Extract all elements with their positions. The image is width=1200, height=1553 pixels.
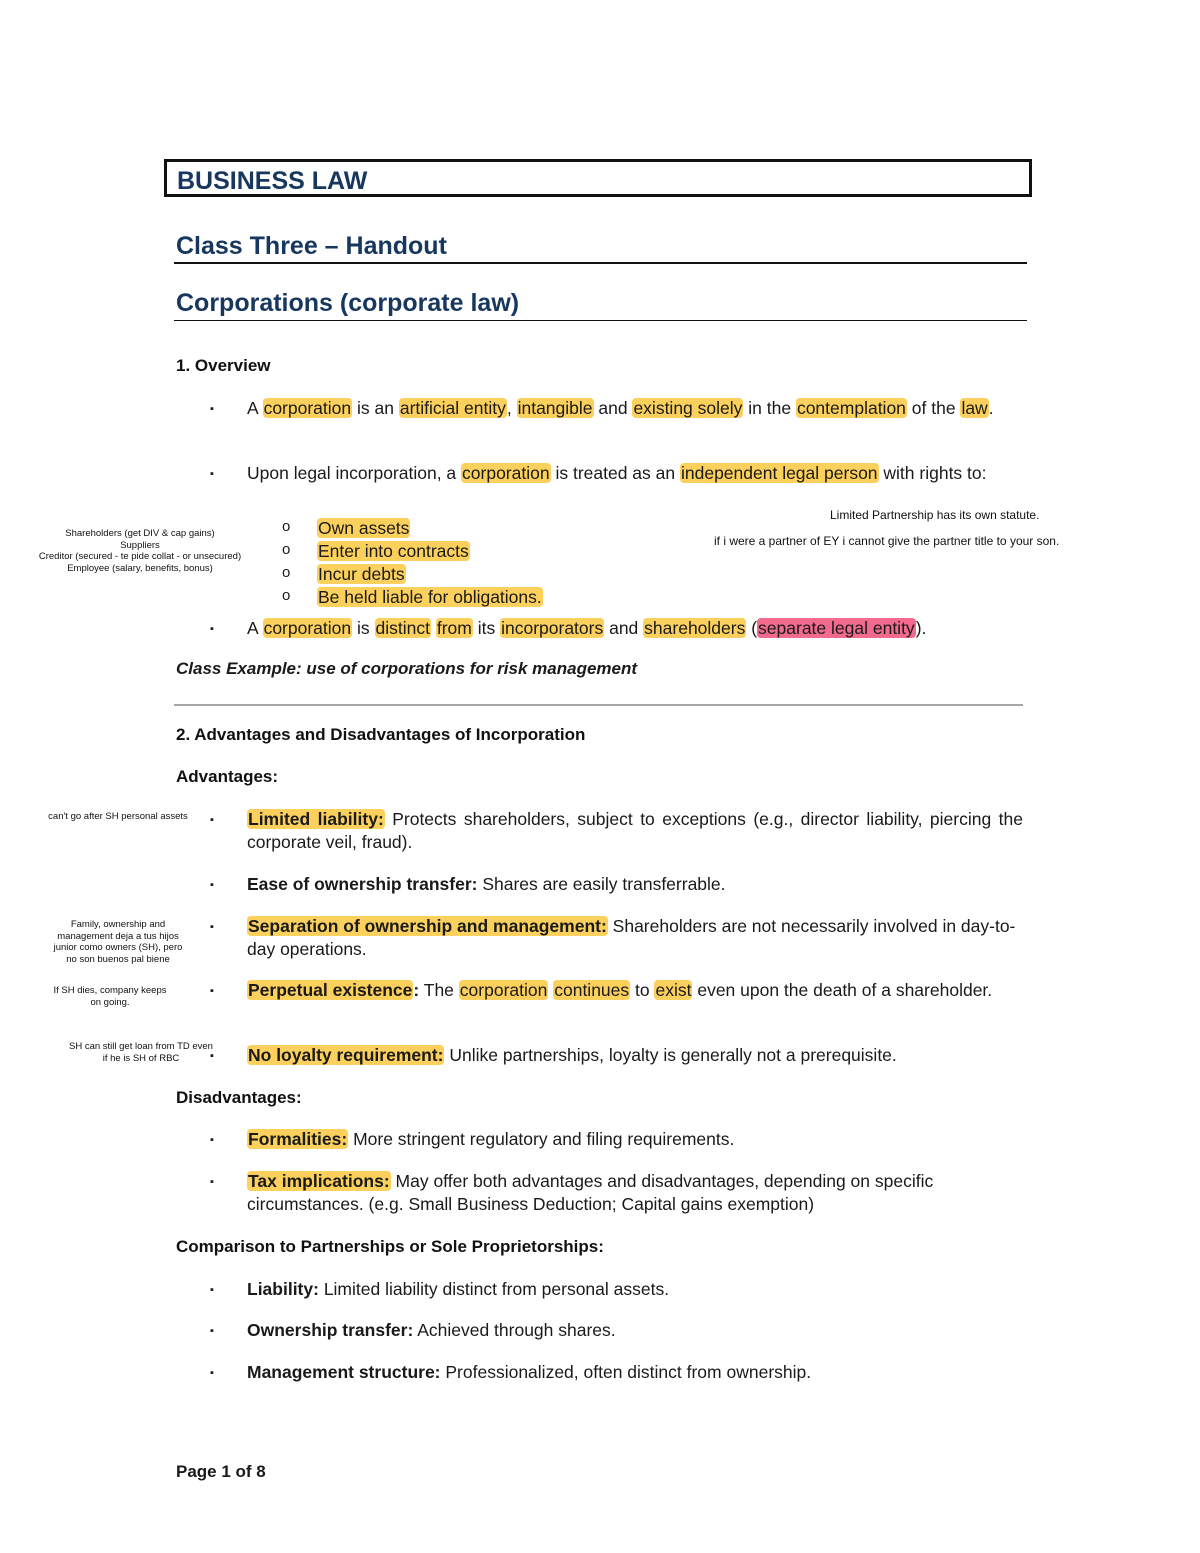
bullet: ▪	[210, 879, 214, 891]
right-incur-debts: Incur debts	[318, 564, 405, 584]
bullet: ▪	[210, 623, 214, 635]
bullet: ▪	[210, 1176, 214, 1188]
bullet: ▪	[210, 1134, 214, 1146]
overview-bullet-1: A corporation is an artificial entity, intangible and existing solely in the contemplation of the law.	[247, 398, 994, 418]
adv-ease-transfer: Ease of ownership transfer: Shares are easily transferrable.	[247, 874, 726, 894]
overview-bullet-2: Upon legal incorporation, a corporation is treated as an independent legal person with rights to:	[247, 463, 987, 483]
document-title-box	[164, 159, 1032, 197]
comparison-heading: Comparison to Partnerships or Sole Proprietorships:	[176, 1237, 604, 1256]
class-title-rule	[174, 262, 1027, 264]
section-title: Corporations (corporate law)	[176, 289, 520, 317]
page-number: Page 1 of 8	[176, 1462, 266, 1481]
overview-bullet-3: A corporation is distinct from its incorporators and shareholders (separate legal entity).	[247, 618, 927, 638]
sub-bullet: o	[282, 541, 291, 558]
bullet: ▪	[210, 814, 214, 826]
sub-bullet: o	[282, 564, 291, 581]
bullet: ▪	[210, 985, 214, 997]
class-title: Class Three – Handout	[176, 232, 447, 260]
note-sh-dies: If SH dies, company keeps on going.	[53, 985, 167, 1008]
overview-heading: 1. Overview	[176, 356, 271, 375]
document-title: BUSINESS LAW	[177, 167, 368, 195]
comp-ownership-transfer: Ownership transfer: Achieved through shares.	[247, 1320, 616, 1340]
sub-bullet: o	[282, 518, 291, 535]
note-stakeholders: Shareholders (get DIV & cap gains) Suppliers Creditor (secured - te pide collat - or unsecured) Employee (salary, benefits, bonus)	[38, 528, 242, 574]
comp-management: Management structure: Professionalized, often distinct from ownership.	[247, 1362, 812, 1382]
bullet: ▪	[210, 1284, 214, 1296]
bullet: ▪	[210, 921, 214, 933]
dis-tax: Tax implications: May offer both advantages and disadvantages, depending on specific circumstances. (e.g. Small Business Deduction; Capital gains exemption)	[247, 1171, 934, 1214]
adv-perpetual: Perpetual existence: The corporation continues to exist even upon the death of a shareholder.	[248, 980, 993, 1000]
section-divider	[174, 704, 1023, 706]
note-limited-partnership: Limited Partnership has its own statute.	[830, 508, 1040, 522]
adv-separation: Separation of ownership and management: Shareholders are not necessarily involved in day-to-day operations.	[247, 916, 1016, 959]
note-ey-partner: if i were a partner of EY i cannot give the partner title to your son.	[714, 534, 1060, 548]
adv-no-loyalty: No loyalty requirement: Unlike partnerships, loyalty is generally not a prerequisite.	[248, 1045, 897, 1065]
bullet: ▪	[210, 1367, 214, 1379]
note-family: Family, ownership and management deja a tus hijos junior como owners (SH), pero no son buenos pal biene	[53, 919, 183, 965]
advantages-heading: Advantages:	[176, 767, 279, 786]
dis-formalities: Formalities: More stringent regulatory and filing requirements.	[248, 1129, 735, 1149]
adv-disadv-heading: 2. Advantages and Disadvantages of Incorporation	[176, 725, 586, 744]
comp-liability: Liability: Limited liability distinct from personal assets.	[247, 1279, 670, 1299]
bullet: ▪	[210, 468, 214, 480]
class-example: Class Example: use of corporations for risk management	[176, 659, 638, 678]
adv-limited-liability: Limited liability: Protects shareholders, subject to exceptions (e.g., director liability, piercing the corporate veil, fraud).	[247, 809, 1023, 852]
bullet: ▪	[210, 1050, 214, 1062]
right-enter-contracts: Enter into contracts	[318, 541, 469, 561]
right-liable: Be held liable for obligations.	[318, 587, 542, 607]
bullet: ▪	[210, 1325, 214, 1337]
section-title-rule	[174, 320, 1027, 321]
bullet: ▪	[210, 403, 214, 415]
note-personal-assets: can't go after SH personal assets	[48, 811, 188, 822]
note-loan: SH can still get loan from TD even if he is SH of RBC	[69, 1041, 213, 1064]
sub-bullet: o	[282, 587, 291, 604]
right-own-assets: Own assets	[318, 518, 410, 538]
disadvantages-heading: Disadvantages:	[176, 1088, 302, 1107]
